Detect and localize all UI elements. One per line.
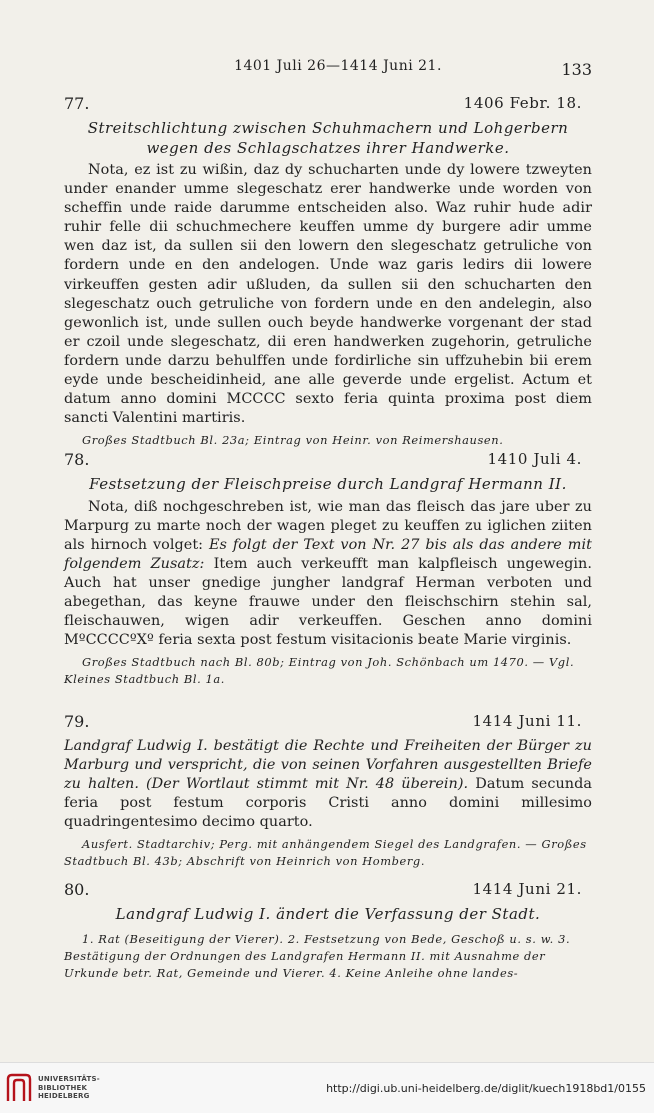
running-head-title: 1401 Juli 26—1414 Juni 21. (234, 58, 442, 74)
entry-77 (64, 94, 592, 449)
page-number: 133 (561, 60, 592, 79)
entry-number: 80. (64, 880, 90, 899)
entry-number: 77. (64, 94, 90, 113)
entry-header (64, 880, 592, 904)
entry-80 (64, 880, 592, 982)
university-logo-icon (6, 1073, 32, 1103)
body-text: Datum secunda feria post festum corporis Cristi anno domini millesimo quadringentesimo decimo quarto. (64, 776, 592, 831)
entry-number: 78. (64, 450, 90, 469)
entry-citation: Großes Stadtbuch Bl. 23a; Eintrag von Heinr. von Reimershausen. (82, 433, 504, 448)
entry-body: Nota, ez ist zu wißin, daz dy schucharten unde dy lowere tzweyten under enander umme slegeschatz erer handwerke unde worden von scheffin unde raide darumme entscheiden also. Waz ruhir hude adir ruhir felle dii schuchmechere keuffen umme dy burgere adir umme wen daz ist, da sullen sii den lowern den slegeschatz getruliche von fordern unde en den andelogen. Unde waz garis ledirs dii lowere virkeuffen gesten adir ußluden, da sullen sii den schucharten den slegeschatz ouch getruliche von fordern unde en den andelegin, also gewonlich ist, unde sullen ouch beyde handwerke vorgenant der stad er czoil unde slegeschatz, dii eren handwerken zugehorin, getruliche fordern unde darzu behulffen unde fordirliche sin uffzuhebin bii erem eyde unde bescheidinheid, ane alle geverde unde ergelist. Actum et datum anno domini MCCCC sexto feria quinta proxima post diem sancti Valentini martiris. (64, 162, 592, 427)
entry-header (64, 94, 592, 118)
body-text: Item auch verkeufft man kalpfleisch ungewegin. Auch hat unser gnedige jungher landgraf Herman verboten und abegethan, das keyne frauwe under den fleischschirn stehin sal, fleischauwen, wigen adir verkeuffen. Geschen anno domini MºCCCCºXº feria sexta post festum visitacionis beate Marie virginis. (64, 555, 592, 649)
body-text: Nota, diß nochgeschreben ist, wie man das fleisch das jare uber zu Marpurg zu marte noch der wagen pleget zu keuffen zu iglichen ziiten als hirnoch volget: (64, 498, 592, 553)
library-name-line: BIBLIOTHEK (38, 1083, 88, 1092)
entry-date: 1414 Juni 21. (472, 880, 582, 898)
entry-citation: Ausfert. Stadtarchiv; Perg. mit anhängendem Siegel des Landgrafen. — Großes Stadtbuch Bl. 43b; Abschrift von Heinrich von Homberg. (64, 837, 587, 869)
entry-78 (64, 450, 592, 688)
editorial-note: Es folgt der Text von Nr. 27 bis als das andere mit folgendem Zusatz: (64, 536, 592, 572)
entry-summary: 1. Rat (Beseitigung der Vierer). 2. Festsetzung von Bede, Geschoß u. s. w. 3. Bestätigung der Ordnungen des Landgrafen Hermann II. mit Ausnahme der Urkunde betr. Rat, Gemeinde und Vierer. 4. Keine Anleihe ohne landes- (64, 931, 571, 980)
entry-body (64, 498, 592, 651)
entry-header (64, 712, 592, 736)
permalink-url[interactable]: http://digi.ub.uni-heidelberg.de/diglit/kuech1918bd1/0155 (326, 1082, 646, 1095)
entry-header (64, 450, 592, 474)
entry-title: Streitschlichtung zwischen Schuhmachern und Lohgerbern wegen des Schlagschatzes ihrer Handwerke. (87, 119, 569, 157)
viewer-footer (0, 1062, 654, 1113)
entry-date: 1414 Juni 11. (472, 712, 582, 730)
library-name (38, 1075, 100, 1101)
library-name-line: UNIVERSITÄTS- (38, 1075, 100, 1083)
entry-citation: Großes Stadtbuch nach Bl. 80b; Eintrag von Joh. Schönbach um 1470. — Vgl. Kleines Stadtbuch Bl. 1a. (64, 655, 575, 687)
entry-date: 1410 Juli 4. (487, 450, 582, 468)
entry-title: Landgraf Ludwig I. bestätigt die Rechte und Freiheiten der Bürger zu Marburg und verspricht, die von seinen Vorfahren ausgestellten Briefe zu halten. (Der Wortlaut stimmt mit Nr. 48 überein). (64, 738, 592, 793)
entry-number: 79. (64, 712, 90, 731)
entry-title: Festsetzung der Fleischpreise durch Landgraf Hermann II. (89, 475, 567, 493)
library-name-line: HEIDELBERG (38, 1092, 90, 1100)
running-head (52, 58, 624, 80)
entry-title: Landgraf Ludwig I. ändert die Verfassung der Stadt. (115, 905, 541, 923)
entry-79 (64, 712, 592, 870)
entry-date: 1406 Febr. 18. (463, 94, 582, 112)
entry-body (64, 737, 592, 832)
